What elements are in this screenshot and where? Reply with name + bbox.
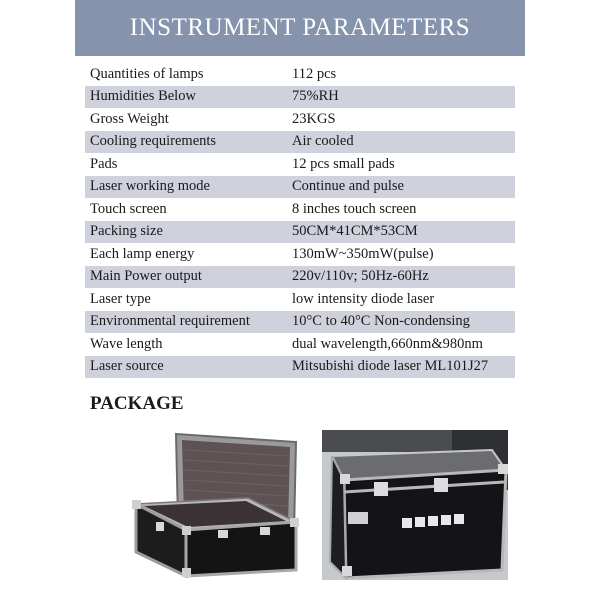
param-row — [85, 221, 515, 244]
param-label: Each lamp energy — [90, 245, 195, 262]
closed-flight-case-image — [322, 430, 508, 580]
param-row — [85, 311, 515, 334]
package-heading: PACKAGE — [90, 393, 184, 414]
param-value: Air cooled — [292, 133, 354, 150]
param-label: Gross Weight — [90, 110, 169, 127]
param-label: Packing size — [90, 223, 163, 240]
param-value: 75%RH — [292, 88, 339, 105]
param-label: Laser type — [90, 290, 151, 307]
parameters-table — [85, 63, 515, 378]
param-row — [85, 131, 515, 154]
param-row — [85, 108, 515, 131]
param-value: 8 inches touch screen — [292, 200, 417, 217]
header-banner — [75, 0, 525, 56]
param-label: Touch screen — [90, 200, 167, 217]
param-label: Quantities of lamps — [90, 65, 204, 82]
open-flight-case-image — [128, 430, 306, 580]
param-row — [85, 288, 515, 311]
param-label: Laser source — [90, 358, 164, 375]
page-title: INSTRUMENT PARAMETERS — [129, 14, 471, 41]
param-row — [85, 153, 515, 176]
param-value: 50CM*41CM*53CM — [292, 223, 418, 240]
param-value: 220v/110v; 50Hz-60Hz — [292, 268, 429, 285]
param-row — [85, 63, 515, 86]
param-value: 12 pcs small pads — [292, 155, 395, 172]
param-label: Wave length — [90, 335, 163, 352]
param-value: Continue and pulse — [292, 178, 404, 195]
param-row — [85, 86, 515, 109]
param-row — [85, 243, 515, 266]
param-label: Humidities Below — [90, 88, 196, 105]
param-value: 10°C to 40°C Non-condensing — [292, 313, 470, 330]
param-row — [85, 333, 515, 356]
param-label: Cooling requirements — [90, 133, 217, 150]
param-row — [85, 176, 515, 199]
param-value: low intensity diode laser — [292, 290, 435, 307]
param-value: Mitsubishi diode laser ML101J27 — [292, 358, 489, 375]
param-value: 112 pcs — [292, 65, 337, 82]
param-label: Laser working mode — [90, 178, 210, 195]
param-label: Environmental requirement — [90, 313, 250, 330]
param-value: 23KGS — [292, 110, 336, 127]
param-value: dual wavelength,660nm&980nm — [292, 335, 483, 352]
param-row — [85, 198, 515, 221]
param-row — [85, 266, 515, 289]
param-value: 130mW~350mW(pulse) — [292, 245, 434, 262]
param-label: Main Power output — [90, 268, 202, 285]
param-row — [85, 356, 515, 379]
param-label: Pads — [90, 155, 118, 172]
